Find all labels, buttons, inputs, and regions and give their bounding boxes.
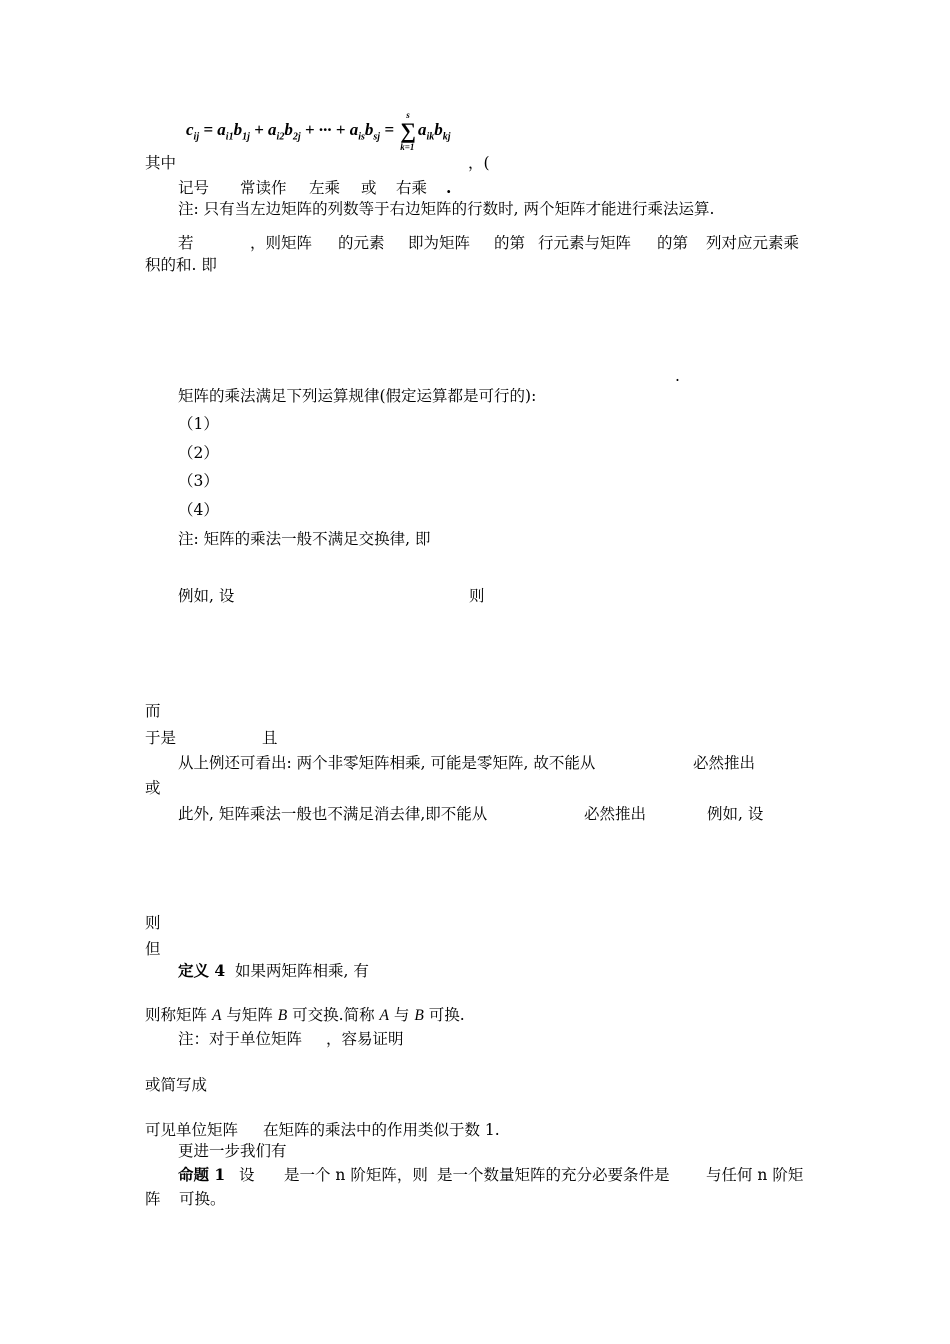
text-paren: ，( [468,154,490,172]
text-biran2: 必然推出 [584,805,647,823]
note-1: 注: 只有当左边矩阵的列数等于右边矩阵的行数时, 两个矩阵才能进行乘法运算. [178,200,715,218]
text-qie: 且 [262,729,278,747]
text-qizhong: 其中 [145,154,177,172]
text-shi-yige: 是一个 n 阶矩阵，则 [284,1166,428,1184]
text-hang-yu: 行元素与矩阵 [538,234,632,252]
rule-item-2: （2） [178,444,219,462]
rule-item-3: （3） [178,472,219,490]
text-yushi: 于是 [145,729,177,747]
text-ze2: 则 [145,914,161,932]
text-lie-dui: 列对应元素乘 [706,234,800,252]
text-biran1: 必然推出 [693,754,756,772]
text-she: 设 [239,1166,255,1184]
text-liru2: 例如, 设 [707,805,764,823]
text-kehuan: 可换。 [179,1190,226,1208]
text-huo2: 或 [145,779,161,797]
text-zhen: 阵 [145,1190,161,1208]
text-ze1: 则 [469,587,485,605]
proposition-1-label: 命题 1 [178,1165,226,1184]
text-period1: . [446,178,452,197]
text-de-di2: 的第 [657,234,689,252]
text-ji-wei: 即为矩阵 [408,234,471,252]
text-changdu: 常读作 [240,179,287,197]
text-kejian-a: 可见单位矩阵 [145,1121,239,1139]
text-zuocheng: 左乘 [309,179,341,197]
text-de-di: 的第 [494,234,526,252]
text-cong-shang: 从上例还可看出: 两个非零矩阵相乘, 可能是零矩阵, 故不能从 [178,754,596,772]
definition-text: 如果两矩阵相乘, 有 [235,962,369,980]
text-liru: 例如, 设 [178,587,235,605]
text-kejian-b: 在矩阵的乘法中的作用类似于数 1. [263,1121,500,1139]
definition-4 [178,961,369,981]
note-2: 注: 矩阵的乘法一般不满足交换律, 即 [178,530,431,548]
text-jihao: 记号 [178,179,210,197]
text-jianxie: 或简写成 [145,1076,208,1094]
note-3b: ，容易证明 [326,1030,404,1048]
summation-symbol: s ∑ k=1 [400,110,416,152]
matrix-product-formula: $c_{ij} = a_{i1}b_{1j} + a_{i2}b_{2j}$ + ··· + $a_{is}b_{sj}$ = s ∑ k=1 $a_{ik}b_{kj}$ [186,110,451,152]
rule-item-1: （1） [178,415,219,433]
text-gengjin: 更进一步我们有 [178,1142,287,1160]
text-dot: . [675,367,680,385]
text-kejiaohuan: 则称矩阵 A 与矩阵 B 可交换.简称 A 与 B 可换. [145,1006,465,1024]
text-yu-renhe: 与任何 n 阶矩 [706,1166,804,1184]
text-ruo: 若 [178,234,194,252]
text-de-yuansu: 的元素 [338,234,385,252]
definition-label: 定义 4 [178,961,226,980]
text-dan: 但 [145,940,161,958]
text-ji-he: 积的和. 即 [145,256,217,274]
text-ciwai: 此外, 矩阵乘法一般也不满足消去律,即不能从 [178,805,488,823]
text-guilv: 矩阵的乘法满足下列运算规律(假定运算都是可行的): [178,387,537,405]
text-huo1: 或 [361,179,377,197]
note-3a: 注：对于单位矩阵 [178,1030,303,1048]
text-er: 而 [145,702,161,720]
text-youcheng: 右乘 [396,179,428,197]
text-ze-juzhen: ，则矩阵 [250,234,313,252]
rule-item-4: （4） [178,501,219,519]
text-shi-shuliang: 是一个数量矩阵的充分必要条件是 [437,1166,670,1184]
